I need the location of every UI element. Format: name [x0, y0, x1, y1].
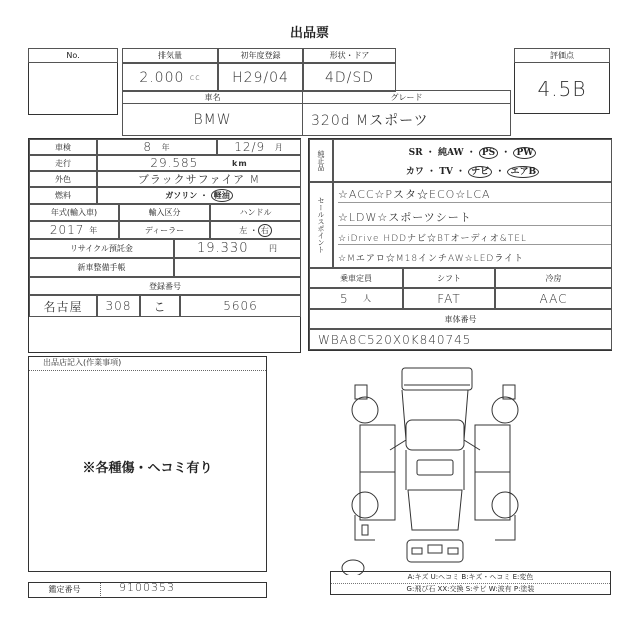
no-label: No. [28, 48, 118, 63]
no-box [28, 48, 118, 115]
sales-point: ☆ACC☆Pスタ☆ECO☆LCA [338, 186, 611, 203]
grade-label: グレード [302, 90, 511, 104]
service-book-label: 新車整備手帳 [29, 258, 174, 277]
fuel-label: 燃料 [29, 187, 97, 204]
body-doors-label: 形状・ドア [303, 48, 396, 63]
car-damage-diagram [340, 365, 530, 575]
legend-line-1: A:キズ U:ヘコミ B:キズ・ヘコミ E:変色 [331, 572, 610, 584]
damage-legend [330, 571, 611, 595]
shift-label: シフト [403, 268, 495, 288]
registration-class: 308 [97, 295, 140, 317]
first-registration-label: 初年度登録 [218, 48, 303, 63]
genuine-label: 純正品 [309, 139, 333, 182]
body-doors-value: 4D/SD [303, 63, 396, 92]
mileage-label: 走行 [29, 155, 97, 171]
car-name-label: 車名 [122, 90, 303, 104]
recycle-value: 19.330 円 [174, 239, 301, 258]
inspection-label: 車検 [29, 139, 97, 155]
equipment-table [308, 138, 612, 351]
legend-line-2: G:飛び石 XX:交換 S:サビ W:波有 P:塗装 [406, 585, 535, 593]
year-value: 2017 年 [29, 221, 119, 239]
notes-box [28, 356, 267, 572]
name-row [122, 90, 511, 136]
year-label: 年式(輸入車) [29, 204, 119, 221]
ac-label: 冷房 [495, 268, 612, 288]
ac-value: AAC [495, 288, 612, 309]
footer-number-label: 鑑定番号 [29, 583, 101, 596]
car-name-value: BMW [122, 103, 303, 136]
score-value: 4.5B [537, 76, 587, 101]
notes-text: ※各種傷・ヘコミ有り [82, 461, 213, 476]
vehicle-details-table [28, 138, 301, 353]
inspection-date: 12/9 月 [217, 139, 301, 155]
registration-kana: こ [140, 295, 180, 317]
genuine-options: SR ・ 純AW ・ PS ・ PW カワ ・ TV ・ ナビ ・ エアB [333, 139, 612, 182]
recycle-label: リサイクル預託金 [29, 239, 174, 258]
inspection-year: 8 年 [97, 139, 217, 155]
service-book-value [174, 258, 301, 277]
score-label: 評価点 [514, 48, 610, 63]
sales-points-label: セールスポイント [309, 182, 333, 268]
first-registration-value: H29/04 [218, 63, 303, 92]
color-value: ブラックサファイア M [97, 171, 301, 187]
sheet-title: 出品票 [290, 26, 330, 41]
car-front-bumper [402, 368, 472, 390]
notes-label: 出品店記入(作業事項) [29, 357, 266, 371]
chassis-label: 車体番号 [309, 309, 612, 329]
displacement-value: 2.000 cc [122, 63, 218, 92]
color-label: 外色 [29, 171, 97, 187]
score-box [514, 48, 610, 114]
import-label: 輸入区分 [119, 204, 210, 221]
sales-point: ☆LDW☆スポーツシート [338, 209, 611, 226]
shift-value: FAT [403, 288, 495, 309]
registration-label: 登録番号 [29, 277, 301, 295]
registration-area: 名古屋 [29, 295, 97, 317]
capacity-label: 乗車定員 [309, 268, 403, 288]
footer-number-value: 9100353 [119, 581, 175, 594]
grade-value: 320d Mスポーツ [302, 103, 511, 136]
capacity-value: 5 人 [309, 288, 403, 309]
sales-point: ☆Mエアロ☆M18インチAW☆LEDライト [338, 254, 525, 265]
handle-value: 左 ・ 右 [210, 221, 301, 239]
spec-row [122, 48, 396, 92]
import-value: ディーラー [119, 221, 210, 239]
fuel-options: ガソリン ・ 軽油 [97, 187, 301, 204]
sales-point: ☆iDrive HDDナビ☆BTオーディオ&TEL [338, 231, 611, 245]
sales-points [333, 182, 612, 268]
footer-number-box [28, 582, 267, 598]
displacement-label: 排気量 [122, 48, 218, 63]
registration-number: 5606 [180, 295, 301, 317]
handle-label: ハンドル [210, 204, 301, 221]
chassis-value: WBA8C520X0K840745 [309, 329, 612, 350]
mileage-value: 29.585 km [97, 155, 301, 171]
